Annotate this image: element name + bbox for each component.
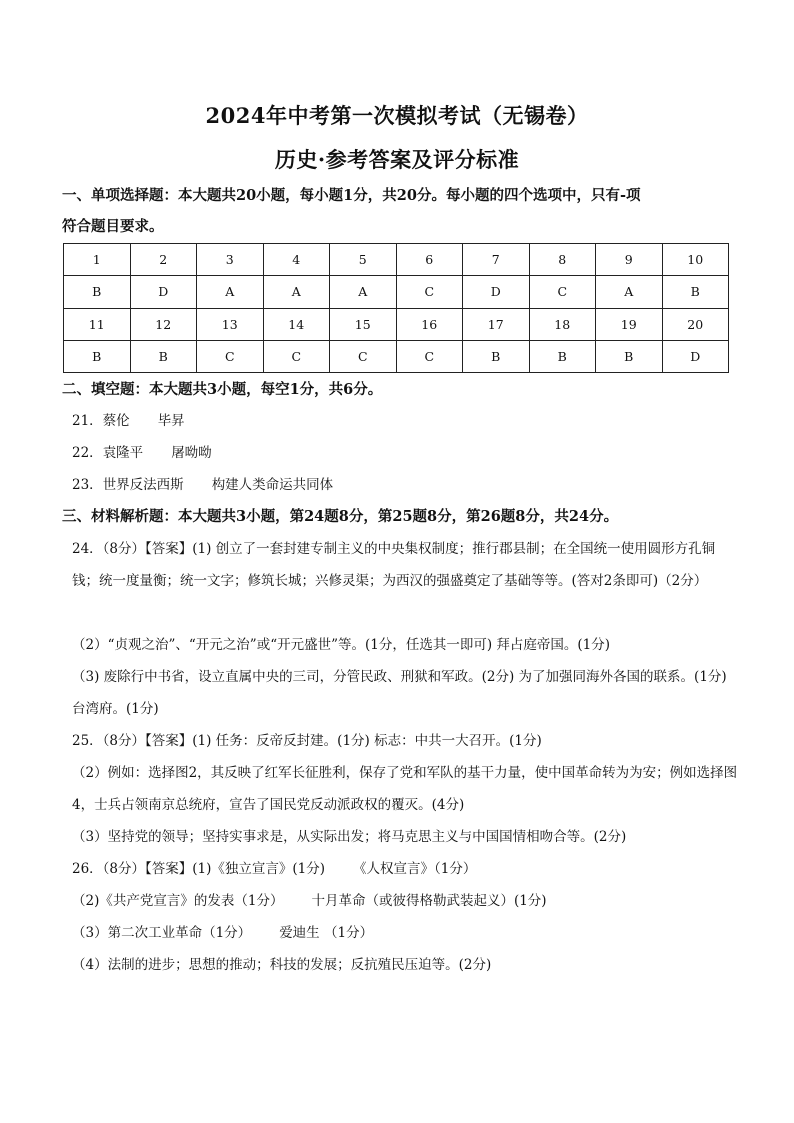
answer-text: 十月革命（或彼得格勒武装起义）(1分): [311, 893, 547, 909]
table-cell: 10: [662, 244, 729, 276]
table-cell: B: [64, 276, 131, 308]
answer-text: 爱迪生 （1分）: [279, 925, 374, 941]
answer-text: （2)《共产党宣言》的发表（1分）: [72, 893, 284, 909]
answer-text: 26．（8分）【答案】(1)《独立宣言》(1分): [72, 861, 326, 877]
table-cell: A: [596, 276, 663, 308]
table-cell: C: [396, 276, 463, 308]
exam-subtitle: 历史·参考答案及评分标准: [274, 147, 520, 172]
table-cell: 12: [130, 308, 197, 340]
table-cell: C: [197, 340, 264, 372]
table-cell: B: [130, 340, 197, 372]
table-cell: 1: [64, 244, 131, 276]
question-number: 21．: [72, 413, 103, 429]
table-cell: 13: [197, 308, 264, 340]
answer-text: 《人权宣言》（1分）: [353, 861, 477, 877]
table-cell: B: [662, 276, 729, 308]
table-cell: D: [662, 340, 729, 372]
table-cell: B: [596, 340, 663, 372]
table-cell: 19: [596, 308, 663, 340]
table-cell: 20: [662, 308, 729, 340]
table-cell: D: [130, 276, 197, 308]
answer-text: （3）第二次工业革命（1分）: [72, 925, 252, 941]
table-cell: 16: [396, 308, 463, 340]
answer-blank: 毕昇: [157, 413, 185, 429]
table-cell: A: [263, 276, 330, 308]
section1-heading-line1: 一、单项选择题：本大题共20小题，每小题1分，共20分。每小题的四个选项中，只有-项: [62, 187, 641, 204]
table-cell: 15: [330, 308, 397, 340]
table-cell: 6: [396, 244, 463, 276]
table-row: [64, 276, 729, 308]
answer-blank: 蔡伦: [102, 413, 130, 429]
answer-blank: 构建人类命运共同体: [211, 477, 334, 493]
answer-24-part2: （2）“贞观之治”、“开元之治”或“开元盛世”等。(1分，任选其一即可) 拜占庭帝国。(1分): [72, 637, 611, 653]
answer-blank: 袁隆平: [102, 445, 144, 461]
exam-title: 2024年中考第一次模拟考试（无锡卷）: [205, 103, 589, 128]
table-cell: 9: [596, 244, 663, 276]
answer-25-part1: 25．（8分）【答案】(1) 任务：反帝反封建。(1分) 标志：中共一大召开。(1分): [72, 733, 542, 749]
table-cell: 4: [263, 244, 330, 276]
table-cell: 3: [197, 244, 264, 276]
table-cell: 11: [64, 308, 131, 340]
answer-26-part4: （4）法制的进步；思想的推动；科技的发展；反抗殖民压迫等。(2分): [72, 957, 492, 973]
table-cell: C: [396, 340, 463, 372]
table-row: [64, 308, 729, 340]
table-cell: 8: [529, 244, 596, 276]
answer-25-part3: （3）坚持党的领导；坚持实事求是，从实际出发；将马克思主义与中国国情相吻合等。(2分): [72, 829, 627, 845]
answer-24-part1: 24．（8分）【答案】(1) 创立了一套封建专制主义的中央集权制度；推行郡县制；在全国统一使用圆形方孔铜钱；统一度量衡；统一文字；修筑长城；兴修灵渠；为西汉的强盛奠定了基础等等。(答对2条即可)（2分）: [72, 541, 716, 589]
answer-21: [72, 405, 744, 437]
answer-table: [63, 243, 729, 373]
table-cell: 17: [463, 308, 530, 340]
table-cell: D: [463, 276, 530, 308]
answer-25-part2: （2）例如：选择图2，其反映了红军长征胜利，保存了党和军队的基干力量，使中国革命转为为安；例如选择图4，士兵占领南京总统府，宣告了国民党反动派政权的覆灭。(4分): [72, 765, 738, 813]
table-row: [64, 340, 729, 372]
table-cell: 7: [463, 244, 530, 276]
section1-heading-line2: 符合题目要求。: [62, 218, 164, 235]
table-cell: A: [197, 276, 264, 308]
table-cell: 5: [330, 244, 397, 276]
table-cell: B: [463, 340, 530, 372]
answer-blank: 世界反法西斯: [102, 477, 184, 493]
table-cell: 14: [263, 308, 330, 340]
table-row: [64, 244, 729, 276]
table-cell: C: [330, 340, 397, 372]
question-number: 23．: [72, 477, 103, 493]
question-number: 22．: [72, 445, 103, 461]
answer-24-part3: （3) 废除行中书省，设立直属中央的三司，分管民政、刑狱和军政。(2分) 为了加强同海外各国的联系。(1分) 台湾府。(1分): [72, 669, 727, 717]
answer-blank: 屠呦呦: [171, 445, 212, 461]
table-cell: B: [64, 340, 131, 372]
answer-23: [72, 469, 744, 501]
table-cell: 2: [130, 244, 197, 276]
answer-26-part3: [72, 917, 744, 949]
table-cell: C: [529, 276, 596, 308]
table-cell: B: [529, 340, 596, 372]
section3-heading: 三、材料解析题：本大题共3小题，第24题8分，第25题8分，第26题8分，共24分。: [62, 508, 619, 525]
answer-26-part1: [72, 853, 744, 885]
answer-22: [72, 437, 744, 469]
table-cell: 18: [529, 308, 596, 340]
table-cell: C: [263, 340, 330, 372]
table-cell: A: [330, 276, 397, 308]
section2-heading: 二、填空题：本大题共3小题，每空1分，共6分。: [62, 381, 383, 398]
answer-26-part2: [72, 885, 744, 917]
